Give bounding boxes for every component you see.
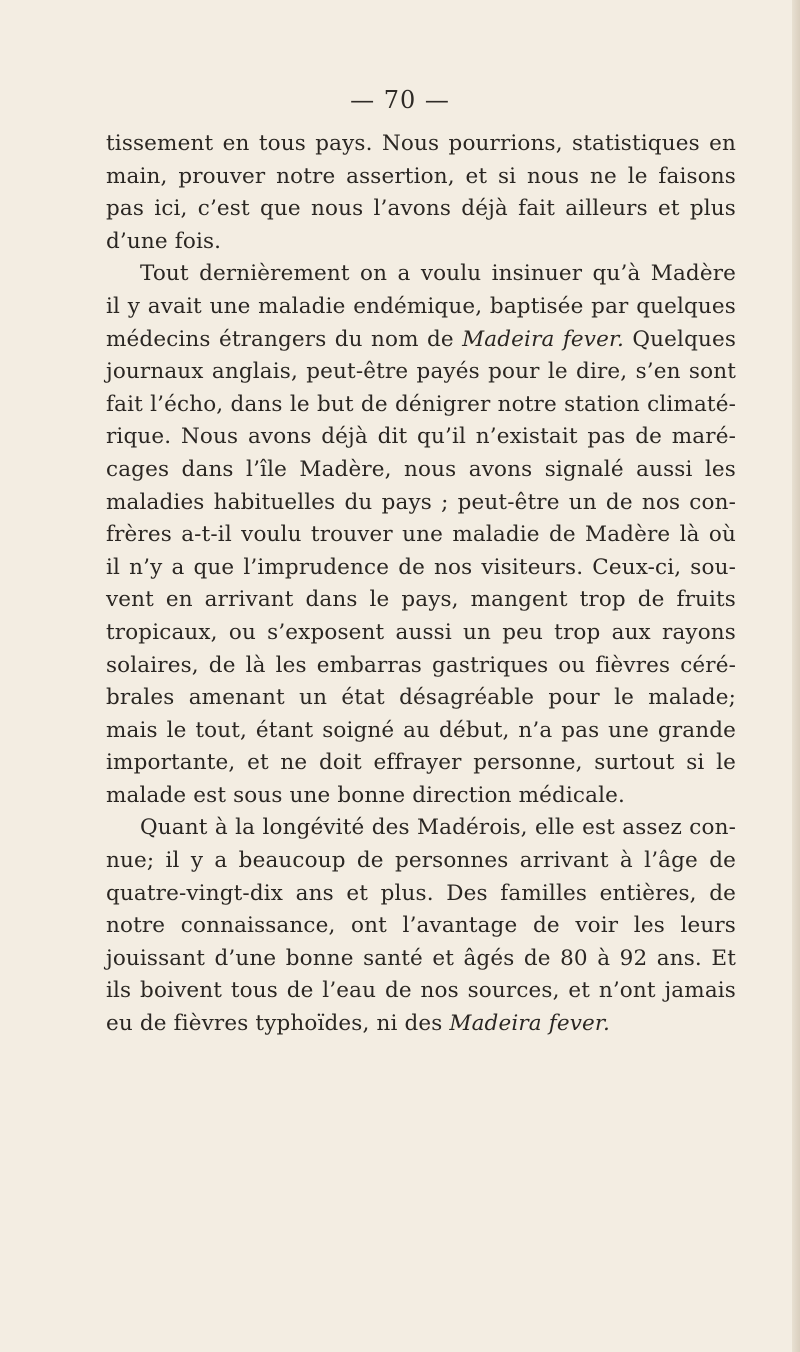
text-line [106,324,736,357]
text-line: jouissant d’une bonne santé et âgés de 80 à 92 ans. Et [106,945,736,971]
italic-term: Madeira fever. [462,326,625,352]
text-line: cages dans l’île Madère, nous avons signalé aussi les [106,456,736,482]
text-line: importante, et ne doit effrayer personne, surtout si le [106,750,736,776]
text-segment: eu de fièvres typhoïdes, ni des [106,1011,443,1037]
text-line: fait l’écho, dans le but de dénigrer notre station climaté- [106,391,736,417]
text-line: brales amenant un état désagréable pour le malade; [106,685,736,711]
text-line: Tout dernièrement on a voulu insinuer qu’à Madère [140,261,736,287]
text-line: quatre-vingt-dix ans et plus. Des familles entières, de [106,880,736,906]
text-segment: médecins étrangers du nom de [106,326,454,352]
body-text [106,128,736,1041]
text-line: mais le tout, étant soigné au début, n’a pas une grande [106,717,736,743]
text-line: vent en arrivant dans le pays, mangent trop de fruits [106,587,736,613]
text-segment: Quelques [632,326,737,352]
italic-term: Madeira fever. [449,1011,610,1037]
text-line: frères a-t-il voulu trouver une maladie de Madère là où [106,522,736,548]
text-line [106,1008,736,1041]
text-line: maladies habituelles du pays ; peut-être un de nos con- [106,489,736,515]
text-line: il y avait une maladie endémique, baptisée par quelques [106,293,736,319]
text-line: solaires, de là les embarras gastriques ou fièvres céré- [106,652,736,678]
text-line: ils boivent tous de l’eau de nos sources, et n’ont jamais [106,978,736,1004]
text-line: tropicaux, ou s’exposent aussi un peu trop aux rayons [106,619,736,645]
text-line: d’une fois. [106,228,222,254]
page-number: — 70 — [350,86,450,114]
text-line: rique. Nous avons déjà dit qu’il n’existait pas de maré- [106,424,736,450]
text-line: main, prouver notre assertion, et si nous ne le faisons [106,163,736,189]
text-line: tissement en tous pays. Nous pourrions, statistiques en [106,131,736,156]
text-line: nue; il y a beaucoup de personnes arrivant à l’âge de [106,848,736,874]
text-line: notre connaissance, ont l’avantage de voir les leurs [106,913,736,939]
text-line: malade est sous une bonne direction médicale. [106,782,625,808]
text-line: journaux anglais, peut-être payés pour le dire, s’en sont [106,359,736,385]
text-line: il n’y a que l’imprudence de nos visiteurs. Ceux-ci, sou- [106,554,736,580]
page-edge [792,0,800,1352]
text-line: Quant à la longévité des Madérois, elle est assez con- [140,815,736,841]
text-line: pas ici, c’est que nous l’avons déjà fait ailleurs et plus [106,196,736,222]
